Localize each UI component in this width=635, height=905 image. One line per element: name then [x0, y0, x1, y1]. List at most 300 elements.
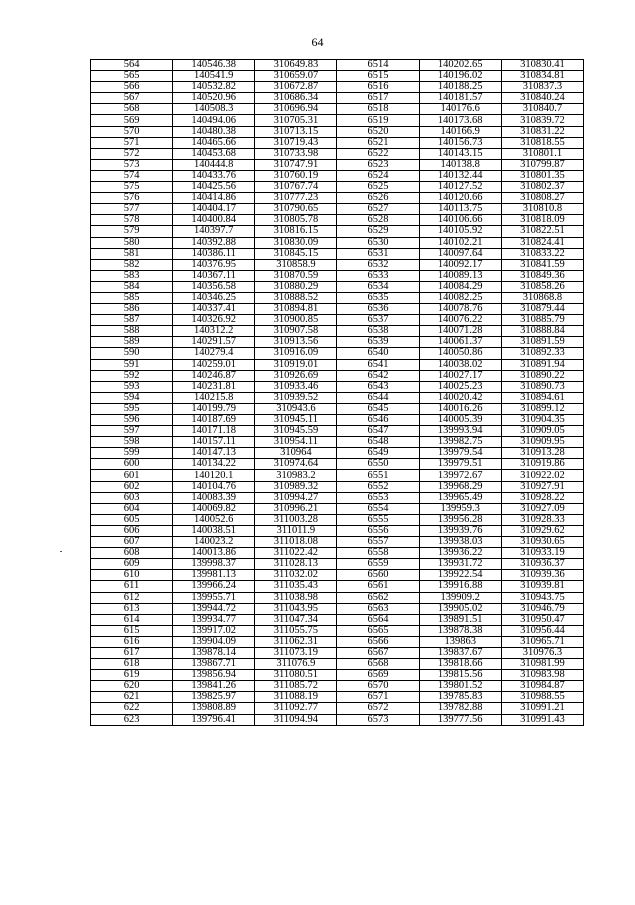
point-number-cell: 6570 [337, 681, 419, 692]
y-coordinate-cell: 310890.22 [501, 370, 583, 381]
y-coordinate-cell: 310834.81 [501, 71, 583, 82]
y-coordinate-cell: 310805.78 [255, 215, 337, 226]
y-coordinate-cell: 310822.51 [501, 226, 583, 237]
table-row [91, 503, 584, 514]
x-coordinate-cell: 140356.58 [173, 281, 255, 292]
point-number-cell: 619 [91, 670, 173, 681]
x-coordinate-cell: 139785.83 [419, 692, 501, 703]
table-row [91, 237, 584, 248]
x-coordinate-cell: 139909.2 [419, 592, 501, 603]
x-coordinate-cell: 140147.13 [173, 448, 255, 459]
table-row [91, 193, 584, 204]
point-number-cell: 6541 [337, 359, 419, 370]
y-coordinate-cell: 310929.62 [501, 525, 583, 536]
y-coordinate-cell: 310816.15 [255, 226, 337, 237]
y-coordinate-cell: 310659.07 [255, 71, 337, 82]
point-number-cell: 623 [91, 714, 173, 725]
table-row [91, 459, 584, 470]
point-number-cell: 6514 [337, 60, 419, 71]
point-number-cell: 6516 [337, 82, 419, 93]
y-coordinate-cell: 310888.84 [501, 326, 583, 337]
x-coordinate-cell: 140013.86 [173, 548, 255, 559]
x-coordinate-cell: 140120.1 [173, 470, 255, 481]
point-number-cell: 6566 [337, 636, 419, 647]
y-coordinate-cell: 310927.09 [501, 503, 583, 514]
x-coordinate-cell: 139815.56 [419, 670, 501, 681]
y-coordinate-cell: 310939.36 [501, 570, 583, 581]
x-coordinate-cell: 139959.3 [419, 503, 501, 514]
y-coordinate-cell: 311043.95 [255, 603, 337, 614]
table-row [91, 71, 584, 82]
point-number-cell: 602 [91, 481, 173, 492]
y-coordinate-cell: 310767.74 [255, 182, 337, 193]
x-coordinate-cell: 139777.56 [419, 714, 501, 725]
x-coordinate-cell: 139998.37 [173, 559, 255, 570]
table-row [91, 359, 584, 370]
x-coordinate-cell: 140532.82 [173, 82, 255, 93]
y-coordinate-cell: 310933.46 [255, 381, 337, 392]
x-coordinate-cell: 140050.86 [419, 348, 501, 359]
y-coordinate-cell: 310954.11 [255, 437, 337, 448]
x-coordinate-cell: 140400.84 [173, 215, 255, 226]
x-coordinate-cell: 140425.56 [173, 182, 255, 193]
x-coordinate-cell: 140346.25 [173, 292, 255, 303]
x-coordinate-cell: 140052.6 [173, 514, 255, 525]
x-coordinate-cell: 139917.02 [173, 625, 255, 636]
x-coordinate-cell: 139922.54 [419, 570, 501, 581]
y-coordinate-cell: 310991.21 [501, 703, 583, 714]
point-number-cell: 6553 [337, 492, 419, 503]
y-coordinate-cell: 310705.31 [255, 115, 337, 126]
y-coordinate-cell: 310818.09 [501, 215, 583, 226]
x-coordinate-cell: 140082.25 [419, 292, 501, 303]
x-coordinate-cell: 140071.28 [419, 326, 501, 337]
table-row [91, 126, 584, 137]
table-row [91, 370, 584, 381]
table-row [91, 315, 584, 326]
table-row [91, 714, 584, 725]
y-coordinate-cell: 310830.41 [501, 60, 583, 71]
table-row [91, 159, 584, 170]
point-number-cell: 6545 [337, 403, 419, 414]
x-coordinate-cell: 139905.02 [419, 603, 501, 614]
coordinates-table [90, 59, 584, 726]
point-number-cell: 6528 [337, 215, 419, 226]
y-coordinate-cell: 310907.58 [255, 326, 337, 337]
y-coordinate-cell: 310926.69 [255, 370, 337, 381]
point-number-cell: 6560 [337, 570, 419, 581]
x-coordinate-cell: 140392.88 [173, 237, 255, 248]
y-coordinate-cell: 311047.34 [255, 614, 337, 625]
table-row [91, 614, 584, 625]
table-row [91, 215, 584, 226]
point-number-cell: 564 [91, 60, 173, 71]
y-coordinate-cell: 310879.44 [501, 304, 583, 315]
y-coordinate-cell: 311028.13 [255, 559, 337, 570]
point-number-cell: 6554 [337, 503, 419, 514]
point-number-cell: 6571 [337, 692, 419, 703]
x-coordinate-cell: 140404.17 [173, 204, 255, 215]
x-coordinate-cell: 139956.28 [419, 514, 501, 525]
x-coordinate-cell: 139825.97 [173, 692, 255, 703]
table-row [91, 636, 584, 647]
x-coordinate-cell: 140397.7 [173, 226, 255, 237]
x-coordinate-cell: 140231.81 [173, 381, 255, 392]
point-number-cell: 587 [91, 315, 173, 326]
table-row [91, 259, 584, 270]
point-number-cell: 574 [91, 170, 173, 181]
y-coordinate-cell: 310801.35 [501, 170, 583, 181]
x-coordinate-cell: 139944.72 [173, 603, 255, 614]
point-number-cell: 573 [91, 159, 173, 170]
y-coordinate-cell: 310649.83 [255, 60, 337, 71]
y-coordinate-cell: 310927.91 [501, 481, 583, 492]
y-coordinate-cell: 311011.9 [255, 525, 337, 536]
x-coordinate-cell: 139796.41 [173, 714, 255, 725]
table-row [91, 570, 584, 581]
x-coordinate-cell: 139938.03 [419, 537, 501, 548]
point-number-cell: 577 [91, 204, 173, 215]
x-coordinate-cell: 140157.11 [173, 437, 255, 448]
x-coordinate-cell: 140202.65 [419, 60, 501, 71]
x-coordinate-cell: 140181.57 [419, 93, 501, 104]
point-number-cell: 575 [91, 182, 173, 193]
x-coordinate-cell: 139878.14 [173, 647, 255, 658]
y-coordinate-cell: 310868.8 [501, 292, 583, 303]
point-number-cell: 6534 [337, 281, 419, 292]
point-number-cell: 598 [91, 437, 173, 448]
x-coordinate-cell: 140166.9 [419, 126, 501, 137]
y-coordinate-cell: 310858.9 [255, 259, 337, 270]
y-coordinate-cell: 310919.86 [501, 459, 583, 470]
point-number-cell: 622 [91, 703, 173, 714]
point-number-cell: 613 [91, 603, 173, 614]
table-row [91, 204, 584, 215]
x-coordinate-cell: 140376.95 [173, 259, 255, 270]
y-coordinate-cell: 310891.59 [501, 337, 583, 348]
table-row [91, 470, 584, 481]
y-coordinate-cell: 310892.33 [501, 348, 583, 359]
x-coordinate-cell: 140038.02 [419, 359, 501, 370]
point-number-cell: 6540 [337, 348, 419, 359]
x-coordinate-cell: 140433.76 [173, 170, 255, 181]
point-number-cell: 6532 [337, 259, 419, 270]
table-row [91, 647, 584, 658]
table-row [91, 481, 584, 492]
y-coordinate-cell: 310909.05 [501, 426, 583, 437]
y-coordinate-cell: 310933.19 [501, 548, 583, 559]
y-coordinate-cell: 310801.1 [501, 148, 583, 159]
x-coordinate-cell: 139841.26 [173, 681, 255, 692]
x-coordinate-cell: 139939.76 [419, 525, 501, 536]
table-row [91, 292, 584, 303]
table-row [91, 104, 584, 115]
table-row [91, 93, 584, 104]
x-coordinate-cell: 140291.57 [173, 337, 255, 348]
point-number-cell: 591 [91, 359, 173, 370]
y-coordinate-cell: 310945.59 [255, 426, 337, 437]
x-coordinate-cell: 140173.68 [419, 115, 501, 126]
point-number-cell: 615 [91, 625, 173, 636]
x-coordinate-cell: 140337.41 [173, 304, 255, 315]
table-row [91, 603, 584, 614]
x-coordinate-cell: 140089.13 [419, 270, 501, 281]
point-number-cell: 593 [91, 381, 173, 392]
point-number-cell: 585 [91, 292, 173, 303]
point-number-cell: 6549 [337, 448, 419, 459]
y-coordinate-cell: 310964 [255, 448, 337, 459]
table-row [91, 281, 584, 292]
x-coordinate-cell: 139904.09 [173, 636, 255, 647]
y-coordinate-cell: 310943.75 [501, 592, 583, 603]
y-coordinate-cell: 310733.98 [255, 148, 337, 159]
y-coordinate-cell: 310943.6 [255, 403, 337, 414]
x-coordinate-cell: 140326.92 [173, 315, 255, 326]
point-number-cell: 595 [91, 403, 173, 414]
x-coordinate-cell: 139891.51 [419, 614, 501, 625]
table-row [91, 248, 584, 259]
x-coordinate-cell: 139979.54 [419, 448, 501, 459]
point-number-cell: 6555 [337, 514, 419, 525]
table-row [91, 392, 584, 403]
x-coordinate-cell: 140005.39 [419, 415, 501, 426]
point-number-cell: 568 [91, 104, 173, 115]
y-coordinate-cell: 310713.15 [255, 126, 337, 137]
y-coordinate-cell: 311073.19 [255, 647, 337, 658]
x-coordinate-cell: 140367.11 [173, 270, 255, 281]
y-coordinate-cell: 310885.79 [501, 315, 583, 326]
y-coordinate-cell: 310802.37 [501, 182, 583, 193]
x-coordinate-cell: 140279.4 [173, 348, 255, 359]
x-coordinate-cell: 139808.89 [173, 703, 255, 714]
point-number-cell: 605 [91, 514, 173, 525]
y-coordinate-cell: 311055.75 [255, 625, 337, 636]
table-row [91, 525, 584, 536]
y-coordinate-cell: 310870.59 [255, 270, 337, 281]
point-number-cell: 571 [91, 137, 173, 148]
y-coordinate-cell: 310939.52 [255, 392, 337, 403]
x-coordinate-cell: 140199.79 [173, 403, 255, 414]
x-coordinate-cell: 140084.29 [419, 281, 501, 292]
point-number-cell: 599 [91, 448, 173, 459]
y-coordinate-cell: 310956.44 [501, 625, 583, 636]
point-number-cell: 610 [91, 570, 173, 581]
x-coordinate-cell: 139934.77 [173, 614, 255, 625]
table-row [91, 270, 584, 281]
y-coordinate-cell: 310974.64 [255, 459, 337, 470]
y-coordinate-cell: 310984.87 [501, 681, 583, 692]
table-row [91, 537, 584, 548]
x-coordinate-cell: 139966.24 [173, 581, 255, 592]
point-number-cell: 6572 [337, 703, 419, 714]
y-coordinate-cell: 310928.22 [501, 492, 583, 503]
point-number-cell: 583 [91, 270, 173, 281]
point-number-cell: 6546 [337, 415, 419, 426]
table-row [91, 426, 584, 437]
x-coordinate-cell: 140134.22 [173, 459, 255, 470]
point-number-cell: 578 [91, 215, 173, 226]
point-number-cell: 6517 [337, 93, 419, 104]
y-coordinate-cell: 310810.8 [501, 204, 583, 215]
y-coordinate-cell: 310983.2 [255, 470, 337, 481]
table-row [91, 681, 584, 692]
x-coordinate-cell: 140494.06 [173, 115, 255, 126]
point-number-cell: 6543 [337, 381, 419, 392]
x-coordinate-cell: 140025.23 [419, 381, 501, 392]
y-coordinate-cell: 310981.99 [501, 659, 583, 670]
table-row [91, 348, 584, 359]
y-coordinate-cell: 310849.36 [501, 270, 583, 281]
point-number-cell: 579 [91, 226, 173, 237]
point-number-cell: 590 [91, 348, 173, 359]
point-number-cell: 6551 [337, 470, 419, 481]
x-coordinate-cell: 139981.13 [173, 570, 255, 581]
y-coordinate-cell: 311094.94 [255, 714, 337, 725]
x-coordinate-cell: 140546.38 [173, 60, 255, 71]
y-coordinate-cell: 311092.77 [255, 703, 337, 714]
point-number-cell: 6533 [337, 270, 419, 281]
table-row [91, 403, 584, 414]
y-coordinate-cell: 310840.7 [501, 104, 583, 115]
x-coordinate-cell: 140246.87 [173, 370, 255, 381]
point-number-cell: 582 [91, 259, 173, 270]
y-coordinate-cell: 310747.91 [255, 159, 337, 170]
point-number-cell: 6569 [337, 670, 419, 681]
table-row [91, 670, 584, 681]
point-number-cell: 603 [91, 492, 173, 503]
y-coordinate-cell: 310976.3 [501, 647, 583, 658]
y-coordinate-cell: 310894.81 [255, 304, 337, 315]
point-number-cell: 6529 [337, 226, 419, 237]
x-coordinate-cell: 140312.2 [173, 326, 255, 337]
x-coordinate-cell: 139931.72 [419, 559, 501, 570]
x-coordinate-cell: 140259.01 [173, 359, 255, 370]
x-coordinate-cell: 140023.2 [173, 537, 255, 548]
y-coordinate-cell: 310900.85 [255, 315, 337, 326]
y-coordinate-cell: 310672.87 [255, 82, 337, 93]
table-row [91, 148, 584, 159]
y-coordinate-cell: 310858.26 [501, 281, 583, 292]
y-coordinate-cell: 310894.61 [501, 392, 583, 403]
point-number-cell: 611 [91, 581, 173, 592]
x-coordinate-cell: 140453.68 [173, 148, 255, 159]
point-number-cell: 6567 [337, 647, 419, 658]
y-coordinate-cell: 310686.34 [255, 93, 337, 104]
y-coordinate-cell: 310936.37 [501, 559, 583, 570]
y-coordinate-cell: 311032.02 [255, 570, 337, 581]
y-coordinate-cell: 311088.19 [255, 692, 337, 703]
point-number-cell: 6565 [337, 625, 419, 636]
y-coordinate-cell: 310913.28 [501, 448, 583, 459]
point-number-cell: 6527 [337, 204, 419, 215]
point-number-cell: 6522 [337, 148, 419, 159]
y-coordinate-cell: 310833.22 [501, 248, 583, 259]
y-coordinate-cell: 311080.51 [255, 670, 337, 681]
x-coordinate-cell: 140541.9 [173, 71, 255, 82]
point-number-cell: 6525 [337, 182, 419, 193]
x-coordinate-cell: 139818.66 [419, 659, 501, 670]
point-number-cell: 6573 [337, 714, 419, 725]
point-number-cell: 6526 [337, 193, 419, 204]
y-coordinate-cell: 310913.56 [255, 337, 337, 348]
x-coordinate-cell: 140386.11 [173, 248, 255, 259]
table-row [91, 625, 584, 636]
x-coordinate-cell: 140102.21 [419, 237, 501, 248]
y-coordinate-cell: 310840.24 [501, 93, 583, 104]
point-number-cell: 596 [91, 415, 173, 426]
y-coordinate-cell: 310824.41 [501, 237, 583, 248]
x-coordinate-cell: 140480.38 [173, 126, 255, 137]
point-number-cell: 606 [91, 525, 173, 536]
y-coordinate-cell: 310890.73 [501, 381, 583, 392]
table-row [91, 182, 584, 193]
point-number-cell: 570 [91, 126, 173, 137]
point-number-cell: 6520 [337, 126, 419, 137]
x-coordinate-cell: 140092.17 [419, 259, 501, 270]
y-coordinate-cell: 310696.94 [255, 104, 337, 115]
point-number-cell: 6531 [337, 248, 419, 259]
point-number-cell: 600 [91, 459, 173, 470]
x-coordinate-cell: 140083.39 [173, 492, 255, 503]
point-number-cell: 6536 [337, 304, 419, 315]
point-number-cell: 6523 [337, 159, 419, 170]
x-coordinate-cell: 139936.22 [419, 548, 501, 559]
x-coordinate-cell: 140105.92 [419, 226, 501, 237]
table-row [91, 170, 584, 181]
point-number-cell: 589 [91, 337, 173, 348]
y-coordinate-cell: 310760.19 [255, 170, 337, 181]
x-coordinate-cell: 140171.18 [173, 426, 255, 437]
table-row [91, 448, 584, 459]
y-coordinate-cell: 310777.23 [255, 193, 337, 204]
y-coordinate-cell: 310930.65 [501, 537, 583, 548]
point-number-cell: 6535 [337, 292, 419, 303]
x-coordinate-cell: 140038.51 [173, 525, 255, 536]
point-number-cell: 576 [91, 193, 173, 204]
table-row [91, 659, 584, 670]
x-coordinate-cell: 139801.52 [419, 681, 501, 692]
y-coordinate-cell: 310909.95 [501, 437, 583, 448]
x-coordinate-cell: 139955.71 [173, 592, 255, 603]
y-coordinate-cell: 310928.33 [501, 514, 583, 525]
y-coordinate-cell: 310891.94 [501, 359, 583, 370]
x-coordinate-cell: 140444.8 [173, 159, 255, 170]
table-row [91, 115, 584, 126]
y-coordinate-cell: 311035.43 [255, 581, 337, 592]
y-coordinate-cell: 310831.22 [501, 126, 583, 137]
x-coordinate-cell: 140132.44 [419, 170, 501, 181]
x-coordinate-cell: 139837.67 [419, 647, 501, 658]
table-row [91, 559, 584, 570]
x-coordinate-cell: 140106.66 [419, 215, 501, 226]
table-row [91, 492, 584, 503]
x-coordinate-cell: 139972.67 [419, 470, 501, 481]
point-number-cell: 6518 [337, 104, 419, 115]
point-number-cell: 6563 [337, 603, 419, 614]
point-number-cell: 6550 [337, 459, 419, 470]
table-row [91, 581, 584, 592]
point-number-cell: 580 [91, 237, 173, 248]
x-coordinate-cell: 140104.76 [173, 481, 255, 492]
table-row [91, 304, 584, 315]
y-coordinate-cell: 310919.01 [255, 359, 337, 370]
point-number-cell: 594 [91, 392, 173, 403]
x-coordinate-cell: 140076.22 [419, 315, 501, 326]
point-number-cell: 6568 [337, 659, 419, 670]
x-coordinate-cell: 140020.42 [419, 392, 501, 403]
x-coordinate-cell: 140465.66 [173, 137, 255, 148]
point-number-cell: 6556 [337, 525, 419, 536]
